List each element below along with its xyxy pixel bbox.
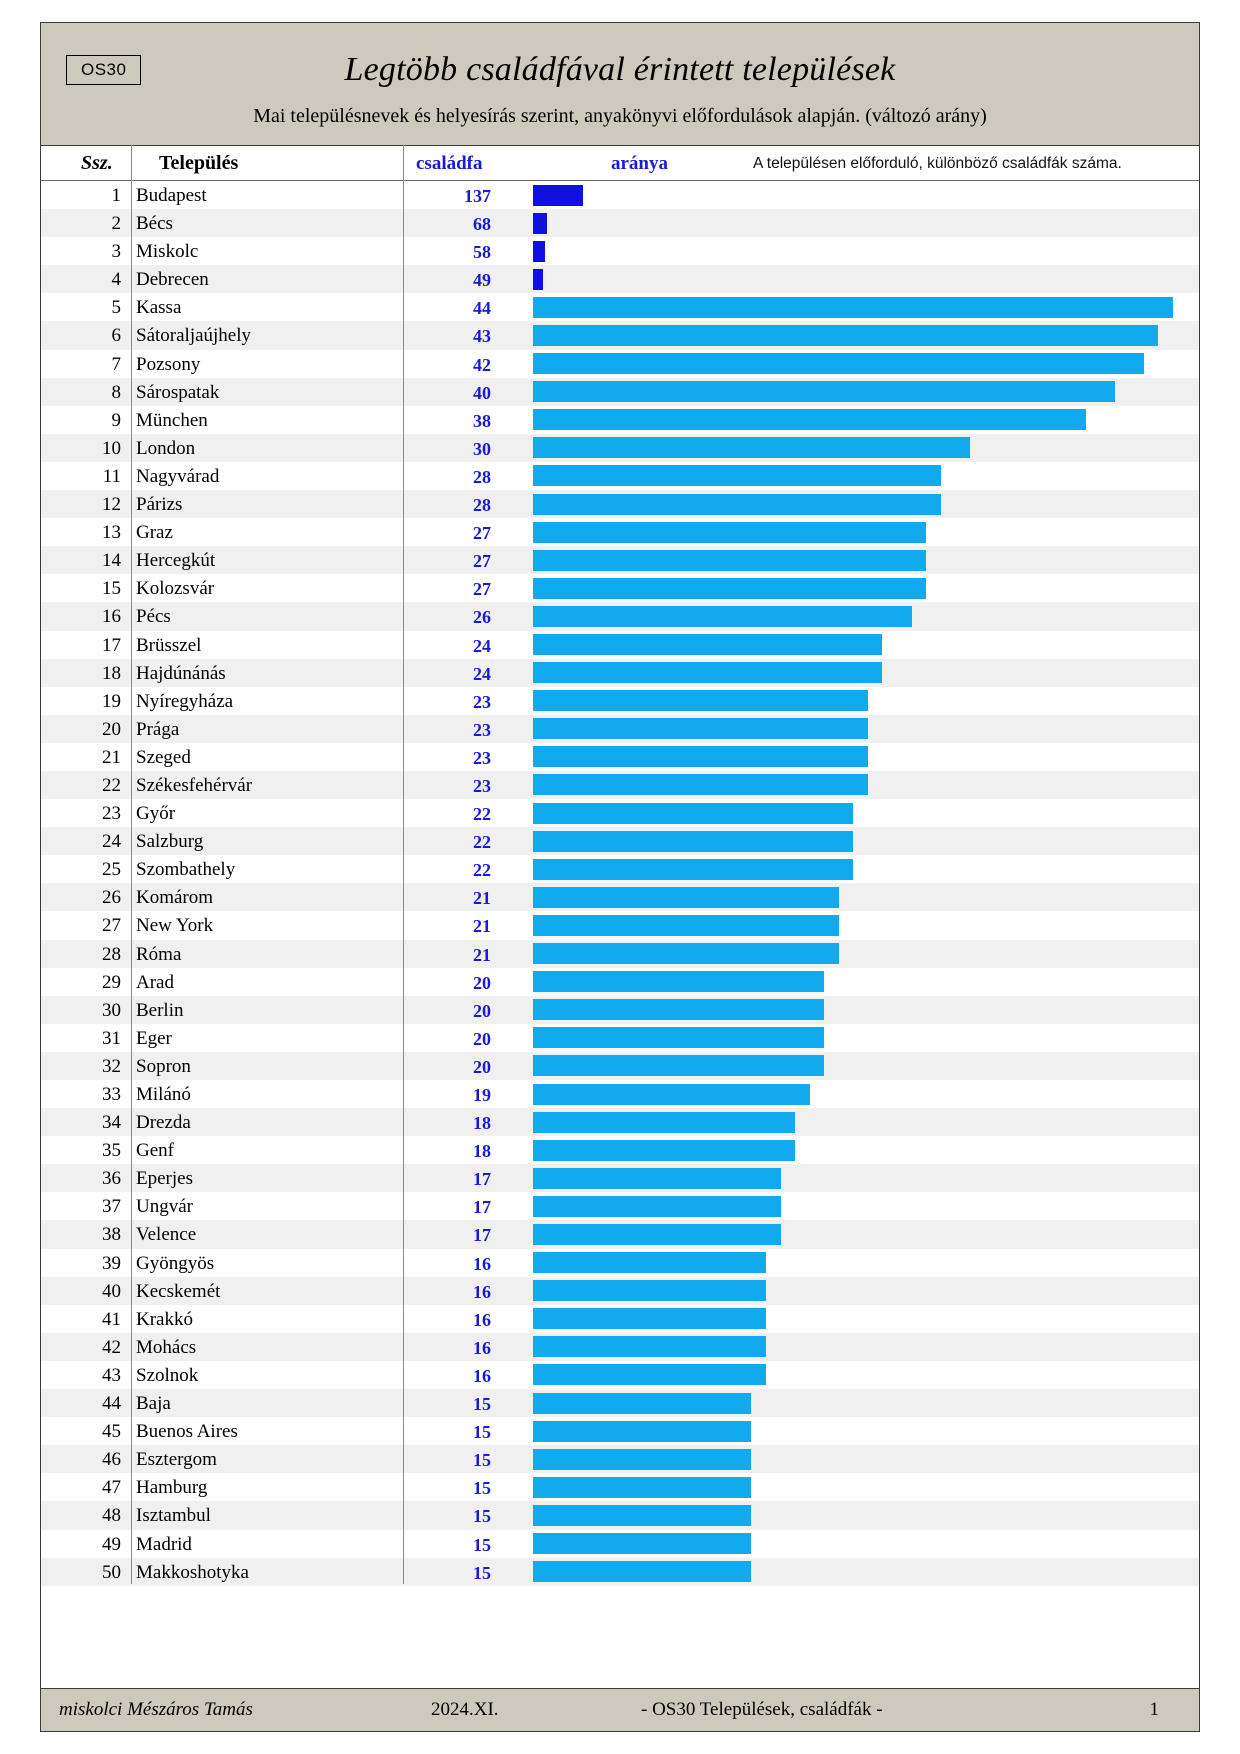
row-settlement-name: Sárospatak [136, 381, 220, 403]
row-settlement-name: Kolozsvár [136, 578, 215, 600]
row-settlement-name: Velence [136, 1224, 197, 1246]
table-row[interactable] [41, 574, 1199, 602]
row-bar [533, 1561, 751, 1582]
row-index: 44 [102, 1393, 121, 1415]
row-familytree-count: 58 [473, 242, 491, 263]
row-index: 19 [102, 690, 121, 712]
table-row[interactable] [41, 631, 1199, 659]
table-row[interactable] [41, 827, 1199, 855]
table-row[interactable] [41, 1249, 1199, 1277]
row-familytree-count: 49 [473, 270, 491, 291]
row-index: 38 [102, 1224, 121, 1246]
table-row[interactable] [41, 715, 1199, 743]
column-header-index: Ssz. [81, 152, 113, 174]
row-bar [533, 1477, 751, 1498]
row-familytree-count: 16 [473, 1253, 491, 1274]
row-settlement-name: Gyöngyös [136, 1252, 215, 1274]
row-familytree-count: 22 [473, 804, 491, 825]
row-bar [533, 915, 839, 936]
row-bar [533, 887, 839, 908]
row-settlement-name: New York [136, 915, 214, 937]
row-settlement-name: Esztergom [136, 1449, 217, 1471]
table-row[interactable] [41, 209, 1199, 237]
table-row[interactable] [41, 940, 1199, 968]
page-title: Legtöbb családfával érintett települések [344, 51, 896, 88]
table-row[interactable] [41, 1558, 1199, 1586]
row-bar [533, 1449, 751, 1470]
row-bar [533, 831, 853, 852]
row-index: 30 [102, 999, 121, 1021]
row-index: 50 [102, 1561, 121, 1583]
row-index: 10 [102, 437, 121, 459]
row-settlement-name: Hercegkút [136, 550, 216, 572]
row-familytree-count: 17 [473, 1197, 491, 1218]
row-familytree-count: 42 [473, 354, 491, 375]
row-index: 11 [102, 465, 121, 487]
row-index: 9 [111, 409, 121, 431]
row-bar [533, 1280, 766, 1301]
row-index: 4 [111, 269, 121, 291]
row-familytree-count: 15 [473, 1506, 491, 1527]
row-index: 20 [102, 718, 121, 740]
row-index: 37 [102, 1196, 121, 1218]
row-index: 17 [102, 634, 121, 656]
row-settlement-name: Hajdúnánás [136, 662, 226, 684]
row-index: 24 [102, 831, 121, 853]
row-familytree-count: 23 [473, 747, 491, 768]
column-header-note: A településen előforduló, különböző családfák száma. [753, 155, 1122, 172]
row-bar [533, 1505, 751, 1526]
row-index: 29 [102, 971, 121, 993]
row-index: 25 [102, 859, 121, 881]
row-settlement-name: Graz [136, 522, 173, 544]
table-row[interactable] [41, 799, 1199, 827]
table-row[interactable] [41, 1136, 1199, 1164]
row-bar [533, 465, 941, 486]
row-index: 23 [102, 803, 121, 825]
row-settlement-name: Berlin [136, 999, 184, 1021]
row-settlement-name: Drezda [136, 1112, 191, 1134]
row-familytree-count: 17 [473, 1225, 491, 1246]
row-familytree-count: 38 [473, 410, 491, 431]
table-row[interactable] [41, 1277, 1199, 1305]
row-bar [533, 1027, 824, 1048]
page-footer [41, 1688, 1199, 1731]
row-familytree-count: 21 [473, 944, 491, 965]
row-index: 7 [111, 353, 121, 375]
footer-report-name: - OS30 Települések, családfák - [641, 1699, 883, 1720]
table-row[interactable] [41, 181, 1199, 209]
row-settlement-name: Párizs [136, 494, 183, 516]
table-row[interactable] [41, 1080, 1199, 1108]
row-settlement-name: Sopron [136, 1055, 191, 1077]
row-index: 27 [102, 915, 121, 937]
row-familytree-count: 21 [473, 916, 491, 937]
row-bar [533, 325, 1158, 346]
row-bar [533, 1533, 751, 1554]
table-row[interactable] [41, 462, 1199, 490]
row-index: 5 [111, 297, 121, 319]
row-index: 31 [102, 1027, 121, 1049]
table-row[interactable] [41, 1501, 1199, 1529]
row-index: 41 [102, 1308, 121, 1330]
row-bar [533, 859, 853, 880]
row-bar [533, 690, 868, 711]
table-row[interactable] [41, 490, 1199, 518]
row-familytree-count: 16 [473, 1309, 491, 1330]
row-familytree-count: 18 [473, 1113, 491, 1134]
row-familytree-count: 27 [473, 523, 491, 544]
row-index: 49 [102, 1533, 121, 1555]
row-index: 8 [111, 381, 121, 403]
row-index: 21 [102, 746, 121, 768]
table-row[interactable] [41, 350, 1199, 378]
row-familytree-count: 23 [473, 719, 491, 740]
row-settlement-name: Prága [136, 718, 180, 740]
table-row[interactable] [41, 1473, 1199, 1501]
column-divider-right [403, 145, 404, 1584]
report-page [40, 22, 1200, 1732]
row-settlement-name: Madrid [136, 1533, 192, 1555]
table-row[interactable] [41, 1108, 1199, 1136]
row-familytree-count: 40 [473, 382, 491, 403]
row-bar [533, 662, 882, 683]
row-settlement-name: Székesfehérvár [136, 774, 253, 796]
row-settlement-name: Buenos Aires [136, 1421, 238, 1443]
row-index: 6 [111, 325, 121, 347]
row-bar [533, 999, 824, 1020]
row-familytree-count: 26 [473, 607, 491, 628]
table-row[interactable] [41, 1052, 1199, 1080]
row-familytree-count: 137 [464, 186, 491, 206]
row-index: 16 [102, 606, 121, 628]
row-bar [533, 437, 970, 458]
row-settlement-name: Sátoraljaújhely [136, 325, 252, 347]
row-bar [533, 522, 926, 543]
row-settlement-name: München [136, 409, 208, 431]
row-index: 45 [102, 1421, 121, 1443]
row-settlement-name: Salzburg [136, 831, 204, 853]
row-familytree-count: 68 [473, 214, 491, 235]
row-settlement-name: Győr [136, 803, 176, 825]
row-bar [533, 1055, 824, 1076]
row-bar [533, 1196, 781, 1217]
table-row[interactable] [41, 1389, 1199, 1417]
table-row[interactable] [41, 1192, 1199, 1220]
table-row[interactable] [41, 321, 1199, 349]
row-familytree-count: 23 [473, 775, 491, 796]
row-bar [533, 634, 882, 655]
row-settlement-name: Baja [136, 1393, 171, 1415]
column-header-familytree-count: családfa [416, 153, 483, 174]
page-subtitle: Mai településnevek és helyesírás szerint, anyakönyvi előfordulások alapján. (változó arány) [253, 105, 987, 127]
table-row[interactable] [41, 293, 1199, 321]
table-row[interactable] [41, 1305, 1199, 1333]
row-index: 3 [111, 241, 121, 263]
row-settlement-name: Szolnok [136, 1364, 199, 1386]
row-familytree-count: 20 [473, 1056, 491, 1077]
table-row[interactable] [41, 743, 1199, 771]
footer-page-number: 1 [1149, 1699, 1159, 1720]
row-index: 36 [102, 1168, 121, 1190]
row-familytree-count: 43 [473, 326, 491, 347]
row-familytree-count: 15 [473, 1478, 491, 1499]
row-bar [533, 1168, 781, 1189]
row-bar [533, 1252, 766, 1273]
row-familytree-count: 24 [473, 635, 491, 656]
footer-author: miskolci Mészáros Tamás [59, 1699, 253, 1720]
row-settlement-name: Pécs [136, 606, 171, 628]
table-row[interactable] [41, 237, 1199, 265]
row-settlement-name: Genf [136, 1140, 174, 1162]
row-settlement-name: Komárom [136, 887, 214, 909]
row-familytree-count: 17 [473, 1169, 491, 1190]
table-row[interactable] [41, 659, 1199, 687]
row-familytree-count: 24 [473, 663, 491, 684]
row-index: 33 [102, 1084, 121, 1105]
row-familytree-count: 20 [473, 972, 491, 993]
row-familytree-count: 18 [473, 1141, 491, 1162]
row-familytree-count: 16 [473, 1365, 491, 1386]
row-index: 35 [102, 1140, 121, 1162]
report-code-badge: OS30 [66, 55, 141, 85]
row-index: 2 [111, 213, 121, 235]
row-bar [533, 550, 926, 571]
row-bar [533, 1308, 766, 1329]
column-header-settlement: Település [159, 152, 239, 174]
row-bar [533, 185, 583, 206]
row-settlement-name: Bécs [136, 213, 173, 235]
row-settlement-name: Nagyvárad [136, 465, 220, 487]
footer-date: 2024.XI. [431, 1699, 499, 1720]
table-row[interactable] [41, 406, 1199, 434]
table-row[interactable] [41, 883, 1199, 911]
row-bar [533, 1393, 751, 1414]
table-row[interactable] [41, 911, 1199, 939]
row-index: 22 [102, 774, 121, 796]
table-row[interactable] [41, 1361, 1199, 1389]
row-bar [533, 1224, 781, 1245]
row-index: 28 [102, 943, 121, 965]
row-familytree-count: 20 [473, 1028, 491, 1049]
row-settlement-name: Szeged [136, 746, 191, 768]
row-index: 15 [102, 578, 121, 600]
row-settlement-name: Budapest [136, 185, 207, 206]
row-settlement-name: Róma [136, 943, 182, 965]
table-row[interactable] [41, 546, 1199, 574]
row-index: 32 [102, 1055, 121, 1077]
row-settlement-name: Ungvár [136, 1196, 193, 1218]
row-familytree-count: 20 [473, 1000, 491, 1021]
row-bar [533, 803, 853, 824]
row-settlement-name: Nyíregyháza [136, 690, 234, 712]
row-settlement-name: Kecskemét [136, 1280, 221, 1302]
row-familytree-count: 16 [473, 1281, 491, 1302]
row-index: 47 [102, 1477, 121, 1499]
row-familytree-count: 23 [473, 691, 491, 712]
row-bar [533, 494, 941, 515]
column-header-row [41, 146, 1199, 181]
row-settlement-name: Makkoshotyka [136, 1561, 249, 1583]
row-bar [533, 774, 868, 795]
data-rows [41, 181, 1199, 1586]
row-bar [533, 1336, 766, 1357]
row-familytree-count: 16 [473, 1337, 491, 1358]
table-row[interactable] [41, 855, 1199, 883]
row-bar [533, 971, 824, 992]
table-row[interactable] [41, 1024, 1199, 1052]
row-familytree-count: 27 [473, 579, 491, 600]
row-familytree-count: 44 [473, 298, 491, 319]
table-row[interactable] [41, 687, 1199, 715]
row-index: 12 [102, 494, 121, 516]
row-settlement-name: Miskolc [136, 241, 199, 263]
row-familytree-count: 30 [473, 438, 491, 459]
table-row[interactable] [41, 265, 1199, 293]
row-familytree-count: 19 [473, 1085, 491, 1105]
row-settlement-name: Brüsszel [136, 634, 202, 656]
row-bar [533, 213, 547, 234]
table-row[interactable] [41, 1333, 1199, 1361]
table-row[interactable] [41, 1530, 1199, 1558]
page-header [41, 23, 1199, 146]
table-row[interactable] [41, 602, 1199, 630]
row-settlement-name: Eger [136, 1027, 172, 1049]
row-settlement-name: Szombathely [136, 859, 236, 881]
row-index: 26 [102, 887, 121, 909]
row-settlement-name: Kassa [136, 297, 182, 319]
row-bar [533, 718, 868, 739]
row-settlement-name: London [136, 437, 196, 459]
table-row[interactable] [41, 1220, 1199, 1248]
row-settlement-name: Arad [136, 971, 174, 993]
row-bar [533, 1364, 766, 1385]
table-row[interactable] [41, 996, 1199, 1024]
row-settlement-name: Mohács [136, 1336, 197, 1358]
row-index: 14 [102, 550, 121, 572]
row-index: 18 [102, 662, 121, 684]
row-index: 1 [111, 185, 121, 206]
row-settlement-name: Krakkó [136, 1308, 193, 1330]
row-settlement-name: Pozsony [136, 353, 201, 375]
table-row[interactable] [41, 1445, 1199, 1473]
row-settlement-name: Debrecen [136, 269, 209, 291]
row-index: 46 [102, 1449, 121, 1471]
row-index: 42 [102, 1336, 121, 1358]
table-row[interactable] [41, 434, 1199, 462]
row-familytree-count: 15 [473, 1422, 491, 1443]
row-familytree-count: 28 [473, 495, 491, 516]
row-settlement-name: Milánó [136, 1084, 191, 1105]
column-header-ratio: aránya [611, 153, 668, 174]
row-index: 40 [102, 1280, 121, 1302]
row-index: 48 [102, 1505, 121, 1527]
table-row[interactable] [41, 378, 1199, 406]
row-settlement-name: Hamburg [136, 1477, 208, 1499]
row-familytree-count: 15 [473, 1394, 491, 1415]
row-bar [533, 381, 1115, 402]
row-bar [533, 606, 912, 627]
row-familytree-count: 15 [473, 1562, 491, 1583]
row-index: 39 [102, 1252, 121, 1274]
row-bar [533, 943, 839, 964]
row-familytree-count: 28 [473, 466, 491, 487]
row-familytree-count: 27 [473, 551, 491, 572]
row-index: 13 [102, 522, 121, 544]
row-bar [533, 353, 1144, 374]
row-familytree-count: 22 [473, 860, 491, 881]
table-row[interactable] [41, 1417, 1199, 1445]
row-settlement-name: Eperjes [136, 1168, 193, 1190]
row-familytree-count: 15 [473, 1534, 491, 1555]
row-bar [533, 297, 1173, 318]
column-divider-left [131, 145, 132, 1584]
row-bar [533, 1084, 810, 1105]
table-row[interactable] [41, 1164, 1199, 1192]
table-row[interactable] [41, 968, 1199, 996]
row-settlement-name: Isztambul [136, 1505, 211, 1527]
table-row[interactable] [41, 518, 1199, 546]
row-bar [533, 269, 543, 290]
row-familytree-count: 15 [473, 1450, 491, 1471]
row-familytree-count: 22 [473, 832, 491, 853]
row-index: 34 [102, 1112, 121, 1134]
row-bar [533, 241, 545, 262]
row-bar [533, 1112, 795, 1133]
row-bar [533, 1421, 751, 1442]
row-bar [533, 578, 926, 599]
row-bar [533, 409, 1086, 430]
row-index: 43 [102, 1364, 121, 1386]
row-familytree-count: 21 [473, 888, 491, 909]
row-bar [533, 1140, 795, 1161]
table-row[interactable] [41, 771, 1199, 799]
row-bar [533, 746, 868, 767]
